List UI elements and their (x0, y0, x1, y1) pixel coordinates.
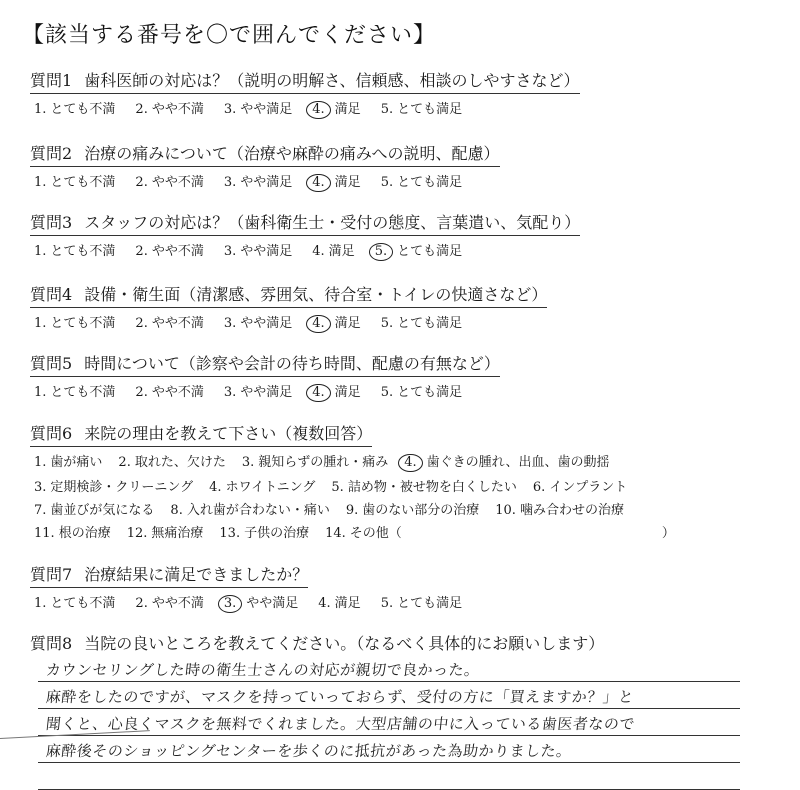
option-label: とても不満 (50, 596, 116, 611)
option-number: 3. (241, 455, 255, 470)
question-number: 質問1 (30, 71, 73, 90)
option-label: やや満足 (240, 244, 293, 259)
option-label: 無痛治療 (151, 526, 204, 541)
answer-options (30, 171, 790, 192)
answer-option[interactable] (495, 499, 624, 518)
answer-option[interactable] (127, 522, 204, 541)
answer-option[interactable] (346, 499, 479, 518)
answer-option[interactable] (34, 312, 115, 331)
option-label: とても不満 (50, 175, 116, 190)
option-label: とても満足 (397, 102, 463, 117)
answer-option[interactable] (34, 381, 115, 400)
circled-option-number: 4. (306, 315, 330, 333)
option-number: 5. (380, 596, 394, 611)
answer-option[interactable] (170, 499, 329, 518)
answer-option[interactable] (34, 98, 115, 117)
page-title: 【該当する番号を〇で囲んでください】 (22, 23, 437, 48)
answer-option[interactable] (135, 312, 203, 331)
option-number: 5. (331, 480, 344, 495)
option-number: 3. (34, 480, 47, 495)
option-label: とても不満 (50, 316, 116, 331)
option-number: 2. (135, 102, 148, 117)
option-number: 2. (135, 244, 148, 259)
answer-option[interactable] (34, 522, 111, 541)
answer-option[interactable] (312, 171, 360, 192)
answer-option[interactable] (381, 312, 462, 331)
question-6 (30, 421, 790, 541)
question-number: 質問8 (30, 634, 73, 653)
option-label: 噛み合わせの治療 (519, 503, 624, 518)
option-number: 4. (209, 480, 222, 495)
option-number: 8. (170, 503, 183, 518)
option-label: 満足 (334, 316, 361, 331)
answer-option[interactable] (118, 451, 225, 470)
answer-option[interactable] (242, 451, 388, 470)
answer-option[interactable] (135, 381, 203, 400)
option-label: 満足 (328, 244, 355, 259)
free-answer-lines (38, 655, 740, 790)
option-label: 親知らずの腫れ・痛み (258, 455, 389, 470)
option-label: やや満足 (246, 596, 299, 611)
handwritten-text: 麻酔をしたのですが、マスクを持っていっておらず、受付の方に「買えますか？」と (45, 688, 635, 706)
option-label: ホワイトニング (225, 480, 316, 495)
option-label: 子供の治療 (244, 526, 310, 541)
answer-option[interactable] (224, 381, 292, 400)
option-number: 3. (223, 385, 237, 400)
option-number: 5. (380, 385, 394, 400)
option-number: 2. (135, 385, 148, 400)
answer-line (38, 655, 740, 682)
answer-option[interactable] (224, 98, 292, 117)
option-label: やや満足 (240, 102, 293, 117)
answer-option[interactable] (381, 171, 462, 190)
answer-row (30, 522, 790, 541)
question-text: 歯科医師の対応は？（説明の明解さ、信頼感、相談のしやすさなど） (84, 71, 580, 90)
answer-options (30, 592, 790, 613)
answer-option[interactable] (34, 240, 115, 259)
option-number: 10. (495, 503, 516, 518)
option-number: 9. (345, 503, 359, 518)
option-label: やや不満 (151, 385, 204, 400)
answer-option[interactable] (381, 381, 462, 400)
option-number: 1. (34, 455, 47, 470)
question-3 (30, 210, 790, 261)
option-label: やや不満 (151, 102, 204, 117)
question-text: 当院の良いところを教えてください。（なるべく具体的にお願いします） (84, 634, 605, 653)
answer-option[interactable] (404, 451, 609, 472)
answer-line (38, 736, 740, 763)
circled-option-number: 4. (306, 384, 330, 402)
question-heading (30, 282, 547, 308)
option-label: とても満足 (397, 244, 463, 259)
question-heading (30, 631, 604, 656)
option-number: 6. (532, 480, 546, 495)
question-text: 治療結果に満足できましたか？ (84, 565, 309, 584)
option-number: 2. (135, 316, 148, 331)
option-label: 満足 (334, 385, 361, 400)
option-label: やや満足 (240, 316, 293, 331)
answer-option[interactable] (209, 476, 315, 495)
option-number: 1. (34, 175, 47, 190)
option-label: やや不満 (151, 316, 204, 331)
answer-option[interactable] (34, 499, 154, 518)
option-label: 入れ歯が合わない・痛い (186, 503, 330, 518)
question-number: 質問2 (30, 144, 73, 163)
question-8 (30, 631, 790, 656)
answer-row (30, 476, 790, 495)
question-number: 質問3 (30, 213, 73, 232)
answer-row (30, 499, 790, 518)
handwritten-text: 麻酔後そのショッピングセンターを歩くのに抵抗があった為助かりました。 (45, 742, 573, 760)
answer-options (30, 240, 790, 261)
question-5 (30, 351, 790, 402)
answer-option[interactable] (312, 240, 354, 259)
answer-option[interactable] (331, 476, 516, 495)
answer-option[interactable] (533, 476, 627, 495)
option-label: 歯並びが気になる (50, 503, 155, 518)
circled-option-number: 4. (306, 174, 330, 192)
option-label: やや不満 (151, 175, 204, 190)
option-label: とても満足 (397, 316, 463, 331)
question-heading (30, 68, 580, 94)
question-text: 時間について（診察や会計の待ち時間、配慮の有無など） (84, 354, 500, 373)
answer-option[interactable] (224, 592, 298, 613)
option-label: とても満足 (397, 175, 463, 190)
option-number: 4. (312, 244, 325, 259)
option-number: 3. (223, 244, 237, 259)
answer-option[interactable] (375, 240, 462, 261)
option-number: 3. (223, 175, 237, 190)
option-label: 歯が痛い (50, 455, 103, 470)
question-2 (30, 141, 790, 192)
answer-option[interactable] (381, 98, 462, 117)
question-text: 治療の痛みについて（治療や麻酔の痛みへの説明、配慮） (84, 144, 500, 163)
answer-option[interactable] (312, 98, 360, 119)
question-number: 質問7 (30, 565, 73, 584)
option-label: とても満足 (397, 385, 463, 400)
answer-options (30, 98, 790, 119)
option-label: やや不満 (151, 596, 204, 611)
question-heading (30, 210, 580, 236)
question-1 (30, 68, 790, 119)
option-label: やや不満 (151, 244, 204, 259)
option-number: 11. (34, 526, 55, 541)
answer-option[interactable] (318, 592, 360, 611)
question-heading (30, 562, 308, 588)
answer-options (30, 312, 790, 333)
answer-option[interactable] (34, 171, 115, 190)
option-number: 1. (34, 385, 47, 400)
question-4 (30, 282, 790, 333)
option-label: 歯ぐきの腫れ、出血、歯の動揺 (426, 455, 610, 470)
question-text: 来院の理由を教えて下さい（複数回答） (84, 424, 373, 443)
closing-paren: ） (661, 526, 675, 541)
circled-option-number: 3. (218, 595, 242, 613)
option-label: とても不満 (50, 102, 116, 117)
option-label: 根の治療 (58, 526, 111, 541)
option-number: 14. (325, 526, 346, 541)
option-number: 3. (223, 316, 237, 331)
answer-option[interactable] (135, 171, 203, 190)
option-label: やや満足 (240, 175, 293, 190)
question-7 (30, 562, 790, 613)
answer-option[interactable] (219, 522, 309, 541)
option-label: とても不満 (50, 244, 116, 259)
question-text: スタッフの対応は？（歯科衛生士・受付の態度、言葉遣い、気配り） (84, 213, 581, 232)
handwritten-text: 聞くと、心良くマスクを無料でくれました。大型店舗の中に入っている歯医者なので (45, 715, 636, 733)
option-number: 1. (34, 316, 47, 331)
answer-option[interactable] (224, 240, 292, 259)
circled-option-number: 4. (306, 101, 330, 119)
answer-line (38, 709, 740, 736)
answer-option[interactable] (312, 381, 360, 402)
option-number: 4. (318, 596, 331, 611)
answer-option[interactable] (135, 592, 203, 611)
option-number: 2. (118, 455, 131, 470)
circled-option-number: 4. (398, 454, 422, 472)
option-label: 取れた、欠けた (134, 455, 226, 470)
question-heading (30, 351, 500, 377)
answer-option[interactable] (312, 312, 360, 333)
option-label: 満足 (334, 102, 361, 117)
option-number: 5. (380, 316, 394, 331)
option-label: とても不満 (50, 385, 116, 400)
option-number: 5. (380, 175, 394, 190)
answer-option[interactable] (34, 451, 102, 470)
option-number: 5. (380, 102, 394, 117)
option-label: 定期検診・クリーニング (50, 480, 194, 495)
answer-line (38, 682, 740, 709)
option-number: 7. (34, 503, 47, 518)
question-text: 設備・衛生面（清潔感、雰囲気、待合室・トイレの快適さなど） (84, 285, 548, 304)
answer-option[interactable] (224, 171, 292, 190)
option-number: 1. (34, 596, 47, 611)
option-number: 13. (219, 526, 241, 541)
option-number: 2. (135, 596, 148, 611)
option-label: その他（ (349, 526, 402, 541)
option-number: 1. (34, 244, 47, 259)
option-number: 1. (34, 102, 47, 117)
handwritten-text: カウンセリングした時の衛生士さんの対応が親切で良かった。 (45, 661, 481, 679)
option-number: 3. (223, 102, 237, 117)
question-heading (30, 421, 372, 447)
answer-option[interactable] (135, 98, 203, 117)
answer-line (38, 763, 740, 790)
option-label: 歯のない部分の治療 (362, 503, 480, 518)
answer-option[interactable] (34, 592, 115, 611)
option-number: 12. (126, 526, 148, 541)
question-number: 質問6 (30, 424, 73, 443)
question-heading (30, 141, 500, 167)
answer-option[interactable] (135, 240, 203, 259)
option-label: やや満足 (240, 385, 293, 400)
circled-option-number: 5. (369, 243, 393, 261)
answer-options (30, 381, 790, 402)
answer-rows (30, 451, 790, 541)
option-label: 詰め物・被せ物を白くしたい (347, 480, 517, 495)
question-number: 質問5 (30, 354, 73, 373)
answer-option[interactable] (325, 522, 675, 541)
answer-option[interactable] (224, 312, 292, 331)
question-number: 質問4 (30, 285, 73, 304)
option-label: 満足 (334, 175, 361, 190)
answer-option[interactable] (34, 476, 193, 495)
answer-row (30, 451, 790, 472)
option-label: インプラント (549, 480, 628, 495)
option-label: 満足 (334, 596, 361, 611)
answer-option[interactable] (381, 592, 462, 611)
option-label: とても満足 (397, 596, 463, 611)
option-number: 2. (135, 175, 148, 190)
